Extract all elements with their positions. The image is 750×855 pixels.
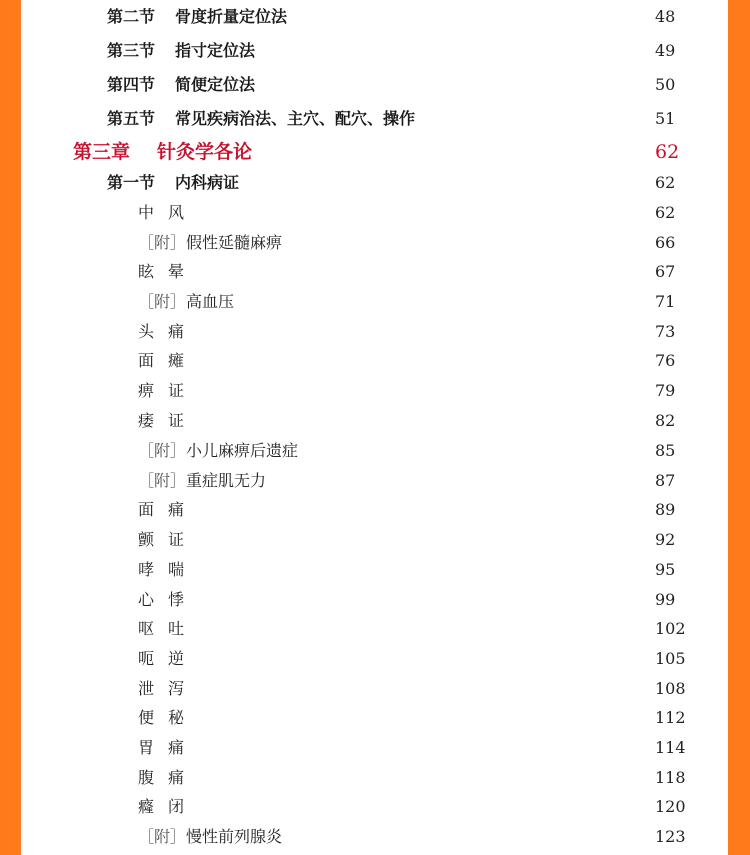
chapter-title: 针灸学各论	[157, 141, 253, 163]
toc-entry-label: 哮喘	[138, 560, 199, 579]
section-number: 第四节	[107, 75, 156, 94]
toc-page-number: 92	[655, 530, 676, 549]
toc-page-number: 82	[655, 411, 676, 430]
toc-row-entry[interactable]	[21, 555, 728, 585]
toc-row-chapter[interactable]	[21, 137, 728, 167]
appendix-marker: ［附］	[138, 827, 187, 846]
toc-page-number: 48	[655, 7, 676, 26]
toc-entry-label	[73, 137, 252, 167]
toc-page-number: 114	[655, 738, 686, 757]
toc-page-number: 102	[655, 619, 686, 638]
toc-row-section[interactable]	[21, 168, 728, 198]
toc-entry-label	[107, 2, 287, 32]
toc-page-number: 73	[655, 322, 676, 341]
toc-row-entry[interactable]	[21, 644, 728, 674]
toc-page-number: 99	[655, 590, 676, 609]
toc-entry-label	[138, 228, 282, 258]
toc-entry-label: 腹痛	[138, 768, 199, 787]
toc-row-entry[interactable]	[21, 198, 728, 228]
toc-page-number: 62	[655, 203, 676, 222]
toc-page-number: 49	[655, 41, 676, 60]
toc-entry-label: 面瘫	[138, 351, 199, 370]
toc-entry-label	[138, 436, 298, 466]
toc-entry-label: 呃逆	[138, 649, 199, 668]
section-number: 第三节	[107, 41, 156, 60]
toc-entry-label: 中风	[138, 203, 199, 222]
appendix-title: 假性延髓麻痹	[186, 233, 283, 252]
toc-page-number: 105	[655, 649, 686, 668]
toc-entry-label	[107, 36, 255, 66]
toc-page-number: 62	[655, 141, 680, 163]
toc-row-section[interactable]	[21, 2, 728, 32]
toc-entry-label: 痹证	[138, 381, 199, 400]
section-title: 骨度折量定位法	[175, 7, 288, 26]
appendix-marker: ［附］	[138, 233, 187, 252]
toc-row-entry[interactable]	[21, 495, 728, 525]
appendix-marker: ［附］	[138, 471, 187, 490]
toc-row-entry[interactable]	[21, 346, 728, 376]
appendix-title: 重症肌无力	[186, 471, 267, 490]
toc-page-number: 66	[655, 233, 676, 252]
toc-entry-label: 颤证	[138, 530, 199, 549]
toc-entry-label: 面痛	[138, 500, 199, 519]
toc-row-section[interactable]	[21, 36, 728, 66]
toc-entry-label: 呕吐	[138, 619, 199, 638]
toc-row-sub[interactable]	[21, 228, 728, 258]
toc-page-number: 118	[655, 768, 686, 787]
appendix-title: 慢性前列腺炎	[186, 827, 283, 846]
toc-page-number: 85	[655, 441, 676, 460]
section-title: 常见疾病治法、主穴、配穴、操作	[175, 109, 416, 128]
toc-row-entry[interactable]	[21, 674, 728, 704]
toc-page-number: 120	[655, 797, 686, 816]
toc-entry-label: 癃闭	[138, 797, 199, 816]
toc-row-entry[interactable]	[21, 317, 728, 347]
toc-page-number: 89	[655, 500, 676, 519]
toc-row-section[interactable]	[21, 70, 728, 100]
appendix-marker: ［附］	[138, 441, 187, 460]
toc-row-entry[interactable]	[21, 763, 728, 793]
toc-page-number: 71	[655, 292, 676, 311]
appendix-marker: ［附］	[138, 292, 187, 311]
section-number: 第一节	[107, 173, 156, 192]
toc-page-number: 67	[655, 262, 676, 281]
toc-entry-label: 痿证	[138, 411, 199, 430]
toc-row-section[interactable]	[21, 104, 728, 134]
appendix-title: 高血压	[186, 292, 235, 311]
toc-page-number: 123	[655, 827, 686, 846]
toc-row-entry[interactable]	[21, 733, 728, 763]
toc-entry-label: 便秘	[138, 708, 199, 727]
toc-page-number: 112	[655, 708, 686, 727]
toc-page-number: 76	[655, 351, 676, 370]
toc-row-sub[interactable]	[21, 287, 728, 317]
toc-entry-label: 眩晕	[138, 262, 199, 281]
toc-entry-label: 心悸	[138, 590, 199, 609]
toc-page-number: 62	[655, 173, 676, 192]
toc-page-number: 95	[655, 560, 676, 579]
toc-page-number: 108	[655, 679, 686, 698]
toc-entry-label	[107, 70, 255, 100]
toc-entry-label: 头痛	[138, 322, 199, 341]
toc-entry-label	[138, 466, 266, 496]
toc-row-entry[interactable]	[21, 792, 728, 822]
section-number: 第二节	[107, 7, 156, 26]
toc-page-number: 50	[655, 75, 676, 94]
section-title: 简便定位法	[175, 75, 256, 94]
toc-row-entry[interactable]	[21, 376, 728, 406]
toc-entry-label: 泄泻	[138, 679, 199, 698]
toc-page-number: 51	[655, 109, 676, 128]
toc-page-number: 79	[655, 381, 676, 400]
toc-row-entry[interactable]	[21, 257, 728, 287]
toc-row-entry[interactable]	[21, 525, 728, 555]
toc-row-entry[interactable]	[21, 703, 728, 733]
toc-row-sub[interactable]	[21, 436, 728, 466]
toc-row-entry[interactable]	[21, 614, 728, 644]
toc-entry-label	[138, 287, 234, 317]
toc-entry-label	[107, 104, 415, 134]
toc-page-number: 87	[655, 471, 676, 490]
toc-entry-label	[107, 168, 239, 198]
section-number: 第五节	[107, 109, 156, 128]
toc-row-entry[interactable]	[21, 585, 728, 615]
toc-row-entry[interactable]	[21, 406, 728, 436]
section-title: 内科病证	[175, 173, 240, 192]
toc-entry-label	[138, 822, 282, 852]
toc-row-sub[interactable]	[21, 466, 728, 496]
toc-entry-label: 胃痛	[138, 738, 199, 757]
toc-page	[21, 0, 728, 855]
appendix-title: 小儿麻痹后遗症	[186, 441, 299, 460]
chapter-number: 第三章	[73, 141, 131, 163]
toc-row-sub[interactable]	[21, 822, 728, 852]
section-title: 指寸定位法	[175, 41, 256, 60]
